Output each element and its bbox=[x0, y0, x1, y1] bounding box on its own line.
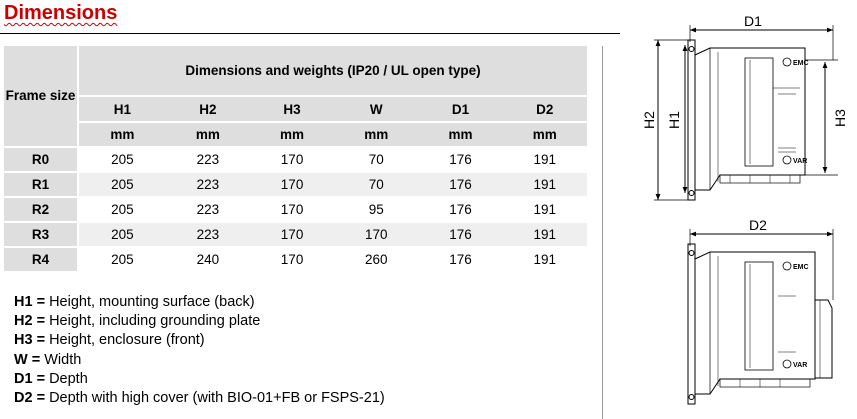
column-header-d1: D1 bbox=[418, 96, 502, 122]
mounting-plate bbox=[688, 244, 695, 404]
front-panel bbox=[745, 262, 773, 370]
terminal-block bbox=[720, 379, 810, 387]
screw-icon bbox=[783, 262, 791, 270]
unit-cell: mm bbox=[166, 122, 250, 147]
table-cell: 170 bbox=[250, 222, 334, 247]
table-cell: 205 bbox=[78, 222, 166, 247]
legend-item bbox=[14, 312, 385, 331]
table-row bbox=[4, 247, 587, 272]
vertical-divider bbox=[602, 46, 603, 419]
unit-cell: mm bbox=[334, 122, 418, 147]
legend-item bbox=[14, 389, 385, 408]
legend-item bbox=[14, 370, 385, 389]
drive-body bbox=[695, 252, 815, 394]
legend-item bbox=[14, 293, 385, 312]
table-row bbox=[4, 172, 587, 197]
unit-cell: mm bbox=[503, 122, 587, 147]
table-cell: 170 bbox=[250, 197, 334, 222]
title-divider bbox=[0, 33, 620, 34]
terminal-block bbox=[720, 175, 800, 183]
mounting-hole bbox=[689, 191, 694, 196]
legend-item bbox=[14, 331, 385, 350]
legend-key: W = bbox=[14, 351, 41, 368]
legend-text: Height, mounting surface (back) bbox=[45, 294, 255, 310]
table-cell: 170 bbox=[250, 247, 334, 272]
mounting-plate bbox=[688, 40, 695, 200]
table-cell: 205 bbox=[78, 172, 166, 197]
frame-label: R2 bbox=[4, 197, 78, 222]
d1-label: D1 bbox=[744, 13, 762, 29]
legend-key: H3 = bbox=[14, 332, 46, 349]
legend-key: D2 = bbox=[14, 390, 46, 407]
legend-key: H1 = bbox=[14, 294, 46, 310]
frame-label: R0 bbox=[4, 147, 78, 172]
table-cell: 176 bbox=[418, 222, 502, 247]
dimensions-table bbox=[4, 46, 587, 273]
unit-cell: mm bbox=[250, 122, 334, 147]
table-cell: 223 bbox=[166, 172, 250, 197]
table-cell: 191 bbox=[503, 147, 587, 172]
emc-label: EMC bbox=[793, 264, 809, 271]
frame-size-header: Frame size bbox=[4, 46, 78, 147]
table-cell: 191 bbox=[503, 197, 587, 222]
table-cell: 205 bbox=[78, 247, 166, 272]
table-cell: 170 bbox=[250, 172, 334, 197]
table-cell: 176 bbox=[418, 147, 502, 172]
legend-text: Height, including grounding plate bbox=[45, 313, 261, 330]
table-cell: 205 bbox=[78, 197, 166, 222]
screw-icon bbox=[783, 360, 791, 368]
legend-text: Height, enclosure (front) bbox=[45, 332, 205, 349]
var-screw-top bbox=[783, 156, 807, 165]
table-cell: 205 bbox=[78, 147, 166, 172]
frame-label: R1 bbox=[4, 172, 78, 197]
table-cell: 170 bbox=[334, 222, 418, 247]
column-header-d2: D2 bbox=[503, 96, 587, 122]
table-cell: 191 bbox=[503, 172, 587, 197]
front-panel bbox=[745, 58, 773, 166]
legend-item bbox=[14, 351, 385, 370]
frame-label: R3 bbox=[4, 222, 78, 247]
high-cover bbox=[815, 300, 832, 378]
column-header-w: W bbox=[334, 96, 418, 122]
table-cell: 223 bbox=[166, 197, 250, 222]
column-header-h1: H1 bbox=[78, 96, 166, 122]
unit-cell: mm bbox=[418, 122, 502, 147]
group-header: Dimensions and weights (IP20 / UL open type) bbox=[78, 46, 587, 96]
table-row bbox=[4, 197, 587, 222]
table-cell: 191 bbox=[503, 247, 587, 272]
dimension-legend bbox=[14, 293, 385, 408]
var-label: VAR bbox=[793, 158, 808, 165]
screw-icon bbox=[783, 58, 791, 66]
table-cell: 170 bbox=[250, 147, 334, 172]
var-screw-bottom bbox=[783, 360, 807, 369]
table-cell: 223 bbox=[166, 147, 250, 172]
var-label: VAR bbox=[793, 362, 808, 369]
legend-key: H2 = bbox=[14, 313, 46, 330]
table-cell: 223 bbox=[166, 222, 250, 247]
column-header-h3: H3 bbox=[250, 96, 334, 122]
table-row bbox=[4, 147, 587, 172]
table-cell: 70 bbox=[334, 172, 418, 197]
emc-label: EMC bbox=[793, 60, 809, 67]
d2-label: D2 bbox=[749, 217, 767, 233]
emc-screw-bottom bbox=[783, 262, 809, 271]
side-view-drawings bbox=[610, 0, 857, 419]
table-cell: 260 bbox=[334, 247, 418, 272]
screw-icon bbox=[783, 156, 791, 164]
h3-label: H3 bbox=[832, 109, 848, 127]
unit-cell: mm bbox=[78, 122, 166, 147]
mounting-hole bbox=[689, 395, 694, 400]
mounting-hole bbox=[689, 251, 694, 256]
legend-text: Width bbox=[40, 351, 82, 368]
emc-screw-top bbox=[783, 58, 809, 67]
legend-text: Depth with high cover (with BIO-01+FB or FSPS-21) bbox=[45, 390, 385, 407]
mounting-hole bbox=[689, 47, 694, 52]
legend-key: D1 = bbox=[14, 370, 46, 387]
page-title: Dimensions bbox=[4, 2, 118, 24]
table-cell: 176 bbox=[418, 197, 502, 222]
table-cell: 176 bbox=[418, 172, 502, 197]
table-row bbox=[4, 222, 587, 247]
table-cell: 70 bbox=[334, 147, 418, 172]
drive-side-view-bottom bbox=[688, 229, 833, 404]
table-cell: 191 bbox=[503, 222, 587, 247]
h2-label: H2 bbox=[641, 111, 657, 129]
legend-text: Depth bbox=[45, 370, 88, 387]
frame-label: R4 bbox=[4, 247, 78, 272]
column-header-h2: H2 bbox=[166, 96, 250, 122]
h1-label: H1 bbox=[666, 111, 682, 129]
table-cell: 95 bbox=[334, 197, 418, 222]
table-cell: 240 bbox=[166, 247, 250, 272]
table-cell: 176 bbox=[418, 247, 502, 272]
